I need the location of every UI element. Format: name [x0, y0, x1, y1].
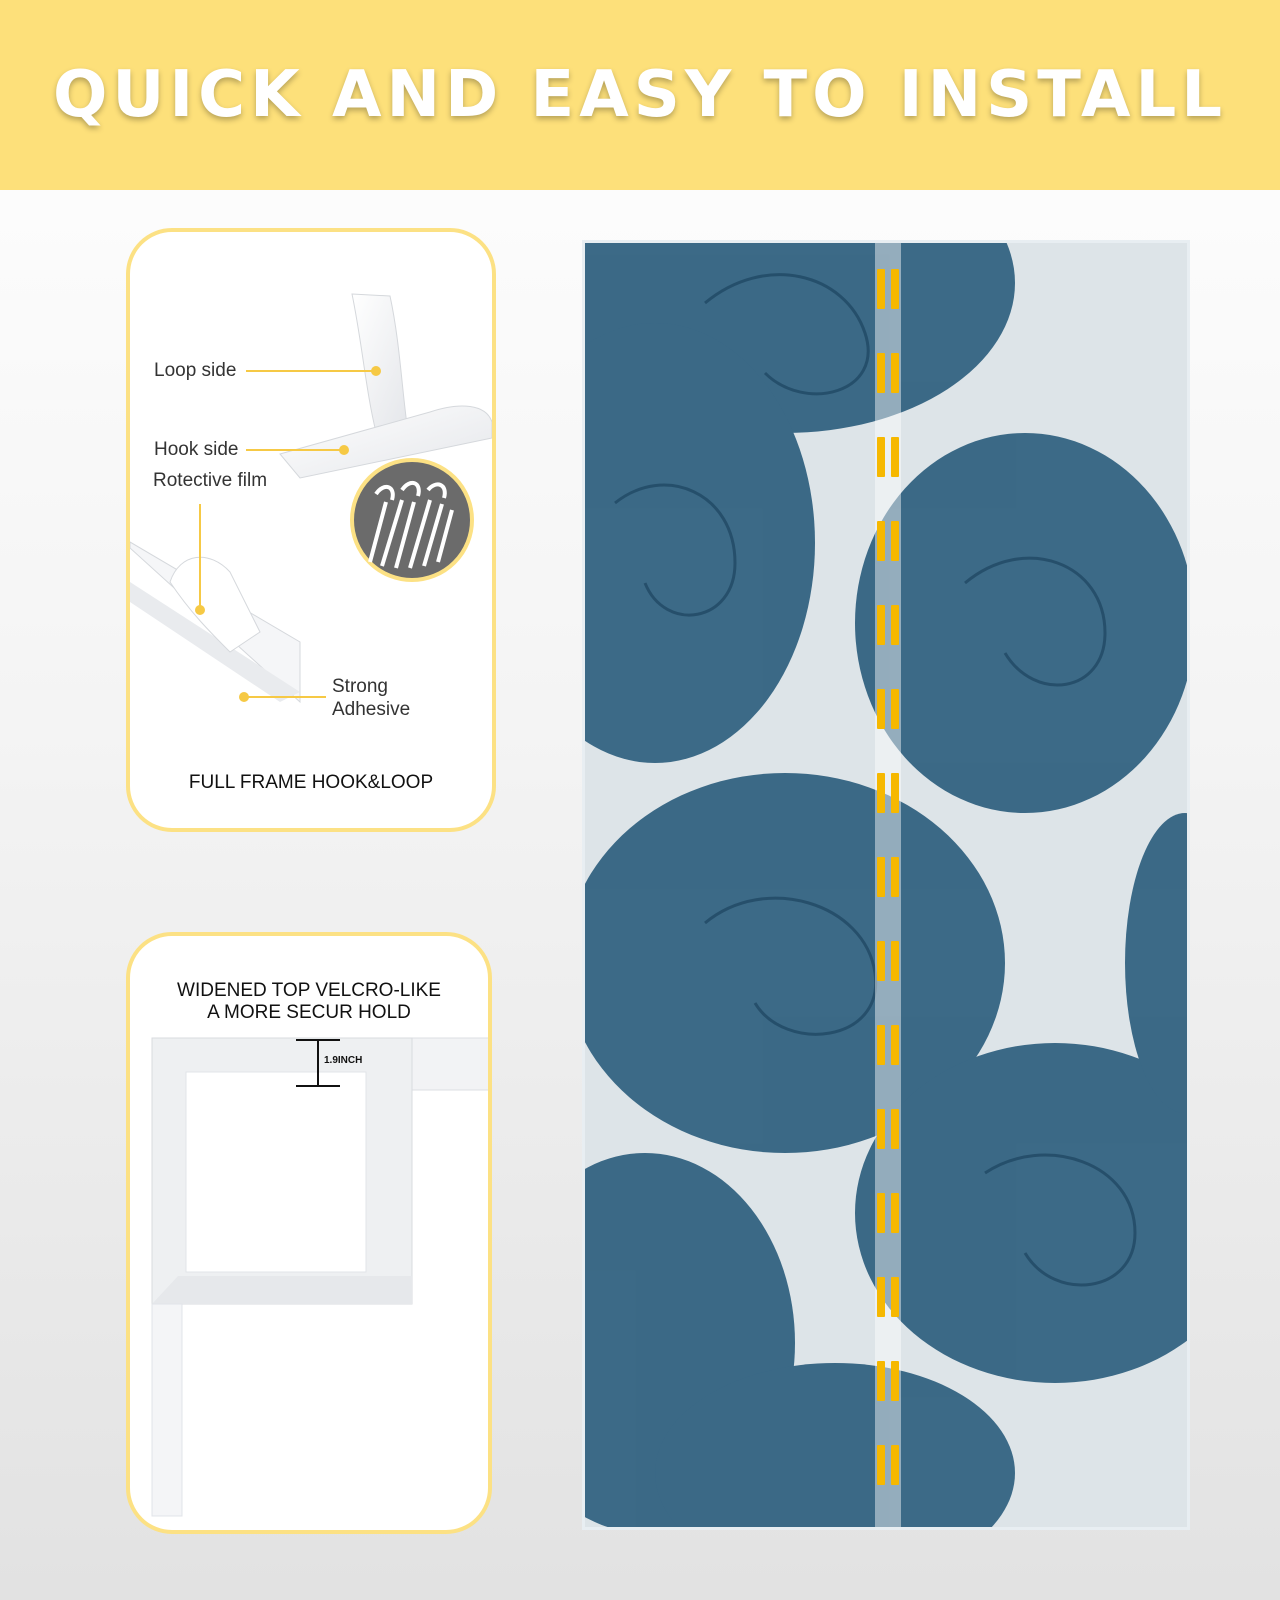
width-label: 1.9INCH	[324, 1055, 363, 1066]
magnet-pair	[877, 1445, 899, 1485]
magnetic-screen-curtain	[582, 240, 1190, 1530]
magnet-pair	[877, 1193, 899, 1233]
title-banner	[0, 0, 1280, 190]
magnet-pair	[877, 941, 899, 981]
magnet-pair	[877, 1109, 899, 1149]
magnet-pair	[877, 1277, 899, 1317]
hook-side-label: Hook side	[154, 439, 239, 460]
protective-film-label: Rotective film	[153, 470, 268, 491]
velcro-heading-line2: A MORE SECUR HOLD	[207, 1002, 411, 1023]
hook-loop-card	[126, 228, 496, 832]
magnet-pair	[877, 437, 899, 477]
magnet-pair	[877, 1025, 899, 1065]
loop-side-label: Loop side	[154, 360, 237, 381]
banner-title: QUICK AND EASY TO INSTALL	[52, 58, 1228, 132]
magnet-pair	[877, 605, 899, 645]
magnet-pair	[877, 353, 899, 393]
magnet-pair	[877, 1361, 899, 1401]
magnet-pair	[877, 857, 899, 897]
velcro-width-card	[126, 932, 492, 1534]
velcro-strip-illustration	[130, 232, 496, 832]
velcro-frame-illustration	[130, 936, 492, 1534]
magnet-pair	[877, 689, 899, 729]
velcro-heading-line1: WIDENED TOP VELCRO-LIKE	[177, 980, 441, 1001]
adhesive-label: Adhesive	[332, 699, 411, 720]
magnet-pair	[877, 773, 899, 813]
magnet-pair	[877, 269, 899, 309]
magnet-pair	[877, 521, 899, 561]
strong-label: Strong	[332, 676, 388, 697]
full-frame-caption: FULL FRAME HOOK&LOOP	[188, 772, 434, 793]
